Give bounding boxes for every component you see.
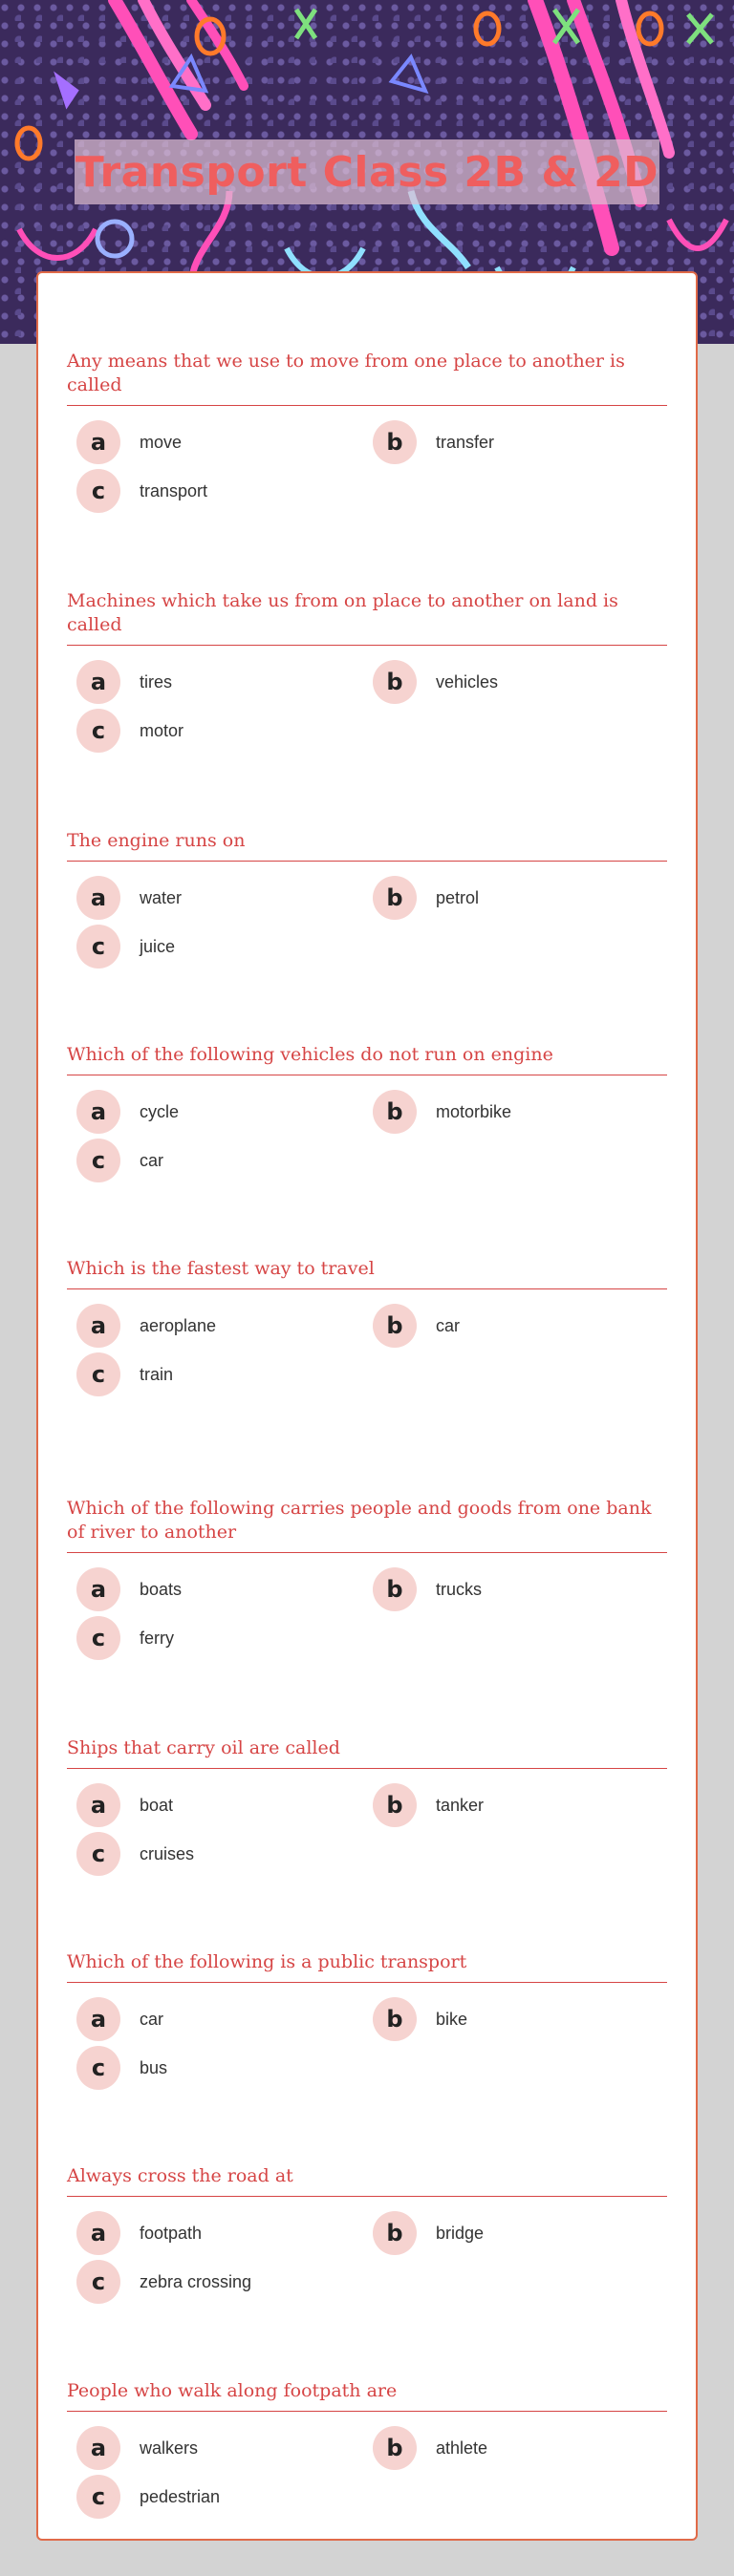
option-label: footpath: [140, 2223, 203, 2243]
option-c[interactable]: [76, 925, 175, 969]
option-label: aeroplane: [140, 1315, 217, 1335]
option-label: tanker: [436, 1795, 485, 1815]
option-label: boats: [140, 1579, 183, 1599]
option-letter-bubble[interactable]: b: [373, 1997, 417, 2041]
option-label: petrol: [436, 887, 480, 907]
option-label: cycle: [140, 1101, 180, 1121]
option-letter-bubble[interactable]: b: [373, 1783, 417, 1827]
question-divider: [67, 1982, 667, 1983]
question-9: [67, 2164, 667, 2295]
option-letter-bubble[interactable]: c: [76, 2046, 120, 2090]
option-b[interactable]: [373, 1567, 482, 1611]
question-1: [67, 350, 667, 504]
option-letter-bubble[interactable]: c: [76, 469, 120, 513]
option-label: bus: [140, 2057, 168, 2077]
question-divider: [67, 861, 667, 862]
option-a[interactable]: [76, 1997, 163, 2041]
question-text: Always cross the road at: [67, 2165, 293, 2186]
option-c[interactable]: [76, 469, 207, 513]
option-b[interactable]: [373, 1304, 460, 1348]
option-letter-bubble[interactable]: c: [76, 709, 120, 753]
option-letter-bubble[interactable]: a: [76, 1783, 120, 1827]
question-text: The engine runs on: [67, 830, 246, 851]
option-letter-bubble[interactable]: a: [76, 876, 120, 920]
page-title: Transport Class 2B & 2D: [75, 147, 659, 197]
option-label: car: [140, 2009, 164, 2029]
option-b[interactable]: [373, 1997, 467, 2041]
option-c[interactable]: [76, 1139, 163, 1182]
option-a[interactable]: [76, 1783, 173, 1827]
option-c[interactable]: [76, 1832, 194, 1876]
page-title-box: [75, 139, 659, 204]
option-label: water: [140, 887, 183, 907]
question-divider: [67, 405, 667, 406]
option-c[interactable]: [76, 1616, 174, 1660]
option-label: boat: [140, 1795, 174, 1815]
question-text: Which of the following carries people and goods from one bank of river to another: [67, 1498, 652, 1543]
question-text: Which is the fastest way to travel: [67, 1258, 375, 1279]
option-letter-bubble[interactable]: b: [373, 420, 417, 464]
option-letter-bubble[interactable]: a: [76, 1567, 120, 1611]
option-letter-bubble[interactable]: c: [76, 1352, 120, 1396]
option-letter-bubble[interactable]: c: [76, 2475, 120, 2519]
option-label: motorbike: [436, 1101, 512, 1121]
option-label: athlete: [436, 2438, 488, 2458]
question-4: [67, 1043, 667, 1174]
question-8: [67, 1950, 667, 2081]
question-divider: [67, 1768, 667, 1769]
option-letter-bubble[interactable]: a: [76, 1997, 120, 2041]
option-letter-bubble[interactable]: a: [76, 660, 120, 704]
option-label: transfer: [436, 432, 495, 452]
option-c[interactable]: [76, 709, 184, 753]
option-a[interactable]: [76, 1304, 216, 1348]
option-b[interactable]: [373, 2426, 487, 2470]
option-letter-bubble[interactable]: b: [373, 2211, 417, 2255]
question-divider: [67, 2196, 667, 2197]
option-a[interactable]: [76, 420, 182, 464]
option-label: zebra crossing: [140, 2271, 252, 2291]
option-letter-bubble[interactable]: c: [76, 1139, 120, 1182]
question-text: Any means that we use to move from one place to another is called: [67, 351, 625, 395]
question-divider: [67, 1288, 667, 1289]
option-b[interactable]: [373, 660, 498, 704]
option-letter-bubble[interactable]: c: [76, 1832, 120, 1876]
option-letter-bubble[interactable]: b: [373, 2426, 417, 2470]
worksheet-card: [36, 271, 698, 2541]
option-label: pedestrian: [140, 2486, 221, 2506]
question-divider: [67, 1552, 667, 1553]
question-divider: [67, 2411, 667, 2412]
question-6: [67, 1497, 667, 1651]
option-b[interactable]: [373, 1783, 484, 1827]
option-a[interactable]: [76, 1090, 179, 1134]
option-label: cruises: [140, 1843, 195, 1863]
option-label: move: [140, 432, 183, 452]
option-letter-bubble[interactable]: b: [373, 1304, 417, 1348]
option-letter-bubble[interactable]: c: [76, 925, 120, 969]
question-text: People who walk along footpath are: [67, 2380, 398, 2401]
option-letter-bubble[interactable]: b: [373, 1090, 417, 1134]
option-b[interactable]: [373, 1090, 511, 1134]
option-label: trucks: [436, 1579, 483, 1599]
option-c[interactable]: [76, 2260, 251, 2304]
option-a[interactable]: [76, 2426, 198, 2470]
question-3: [67, 829, 667, 960]
option-letter-bubble[interactable]: a: [76, 2211, 120, 2255]
option-label: train: [140, 1364, 174, 1384]
option-b[interactable]: [373, 2211, 484, 2255]
option-letter-bubble[interactable]: b: [373, 660, 417, 704]
question-text: Machines which take us from on place to another on land is called: [67, 590, 618, 635]
option-letter-bubble[interactable]: a: [76, 1304, 120, 1348]
option-c[interactable]: [76, 1352, 173, 1396]
option-b[interactable]: [373, 876, 479, 920]
option-letter-bubble[interactable]: b: [373, 876, 417, 920]
question-divider: [67, 645, 667, 646]
option-b[interactable]: [373, 420, 494, 464]
option-letter-bubble[interactable]: c: [76, 1616, 120, 1660]
option-label: walkers: [140, 2438, 199, 2458]
option-label: bridge: [436, 2223, 485, 2243]
option-letter-bubble[interactable]: a: [76, 1090, 120, 1134]
option-a[interactable]: [76, 2211, 202, 2255]
option-label: juice: [140, 936, 176, 956]
option-label: car: [140, 1150, 164, 1170]
option-label: motor: [140, 720, 184, 740]
question-2: [67, 589, 667, 744]
option-a[interactable]: [76, 1567, 182, 1611]
option-letter-bubble[interactable]: b: [373, 1567, 417, 1611]
question-text: Which of the following is a public transport: [67, 1951, 467, 1972]
option-label: transport: [140, 480, 208, 500]
option-letter-bubble[interactable]: a: [76, 2426, 120, 2470]
option-label: ferry: [140, 1628, 174, 1648]
option-a[interactable]: [76, 660, 172, 704]
option-a[interactable]: [76, 876, 182, 920]
option-label: tires: [140, 671, 173, 692]
option-label: vehicles: [436, 671, 499, 692]
option-c[interactable]: [76, 2475, 220, 2519]
question-7: [67, 1736, 667, 1867]
option-c[interactable]: [76, 2046, 167, 2090]
question-10: [67, 2379, 667, 2510]
question-5: [67, 1257, 667, 1388]
option-label: bike: [436, 2009, 468, 2029]
option-letter-bubble[interactable]: a: [76, 420, 120, 464]
question-text: Ships that carry oil are called: [67, 1737, 340, 1758]
option-label: car: [436, 1315, 461, 1335]
question-text: Which of the following vehicles do not run on engine: [67, 1044, 553, 1065]
option-letter-bubble[interactable]: c: [76, 2260, 120, 2304]
